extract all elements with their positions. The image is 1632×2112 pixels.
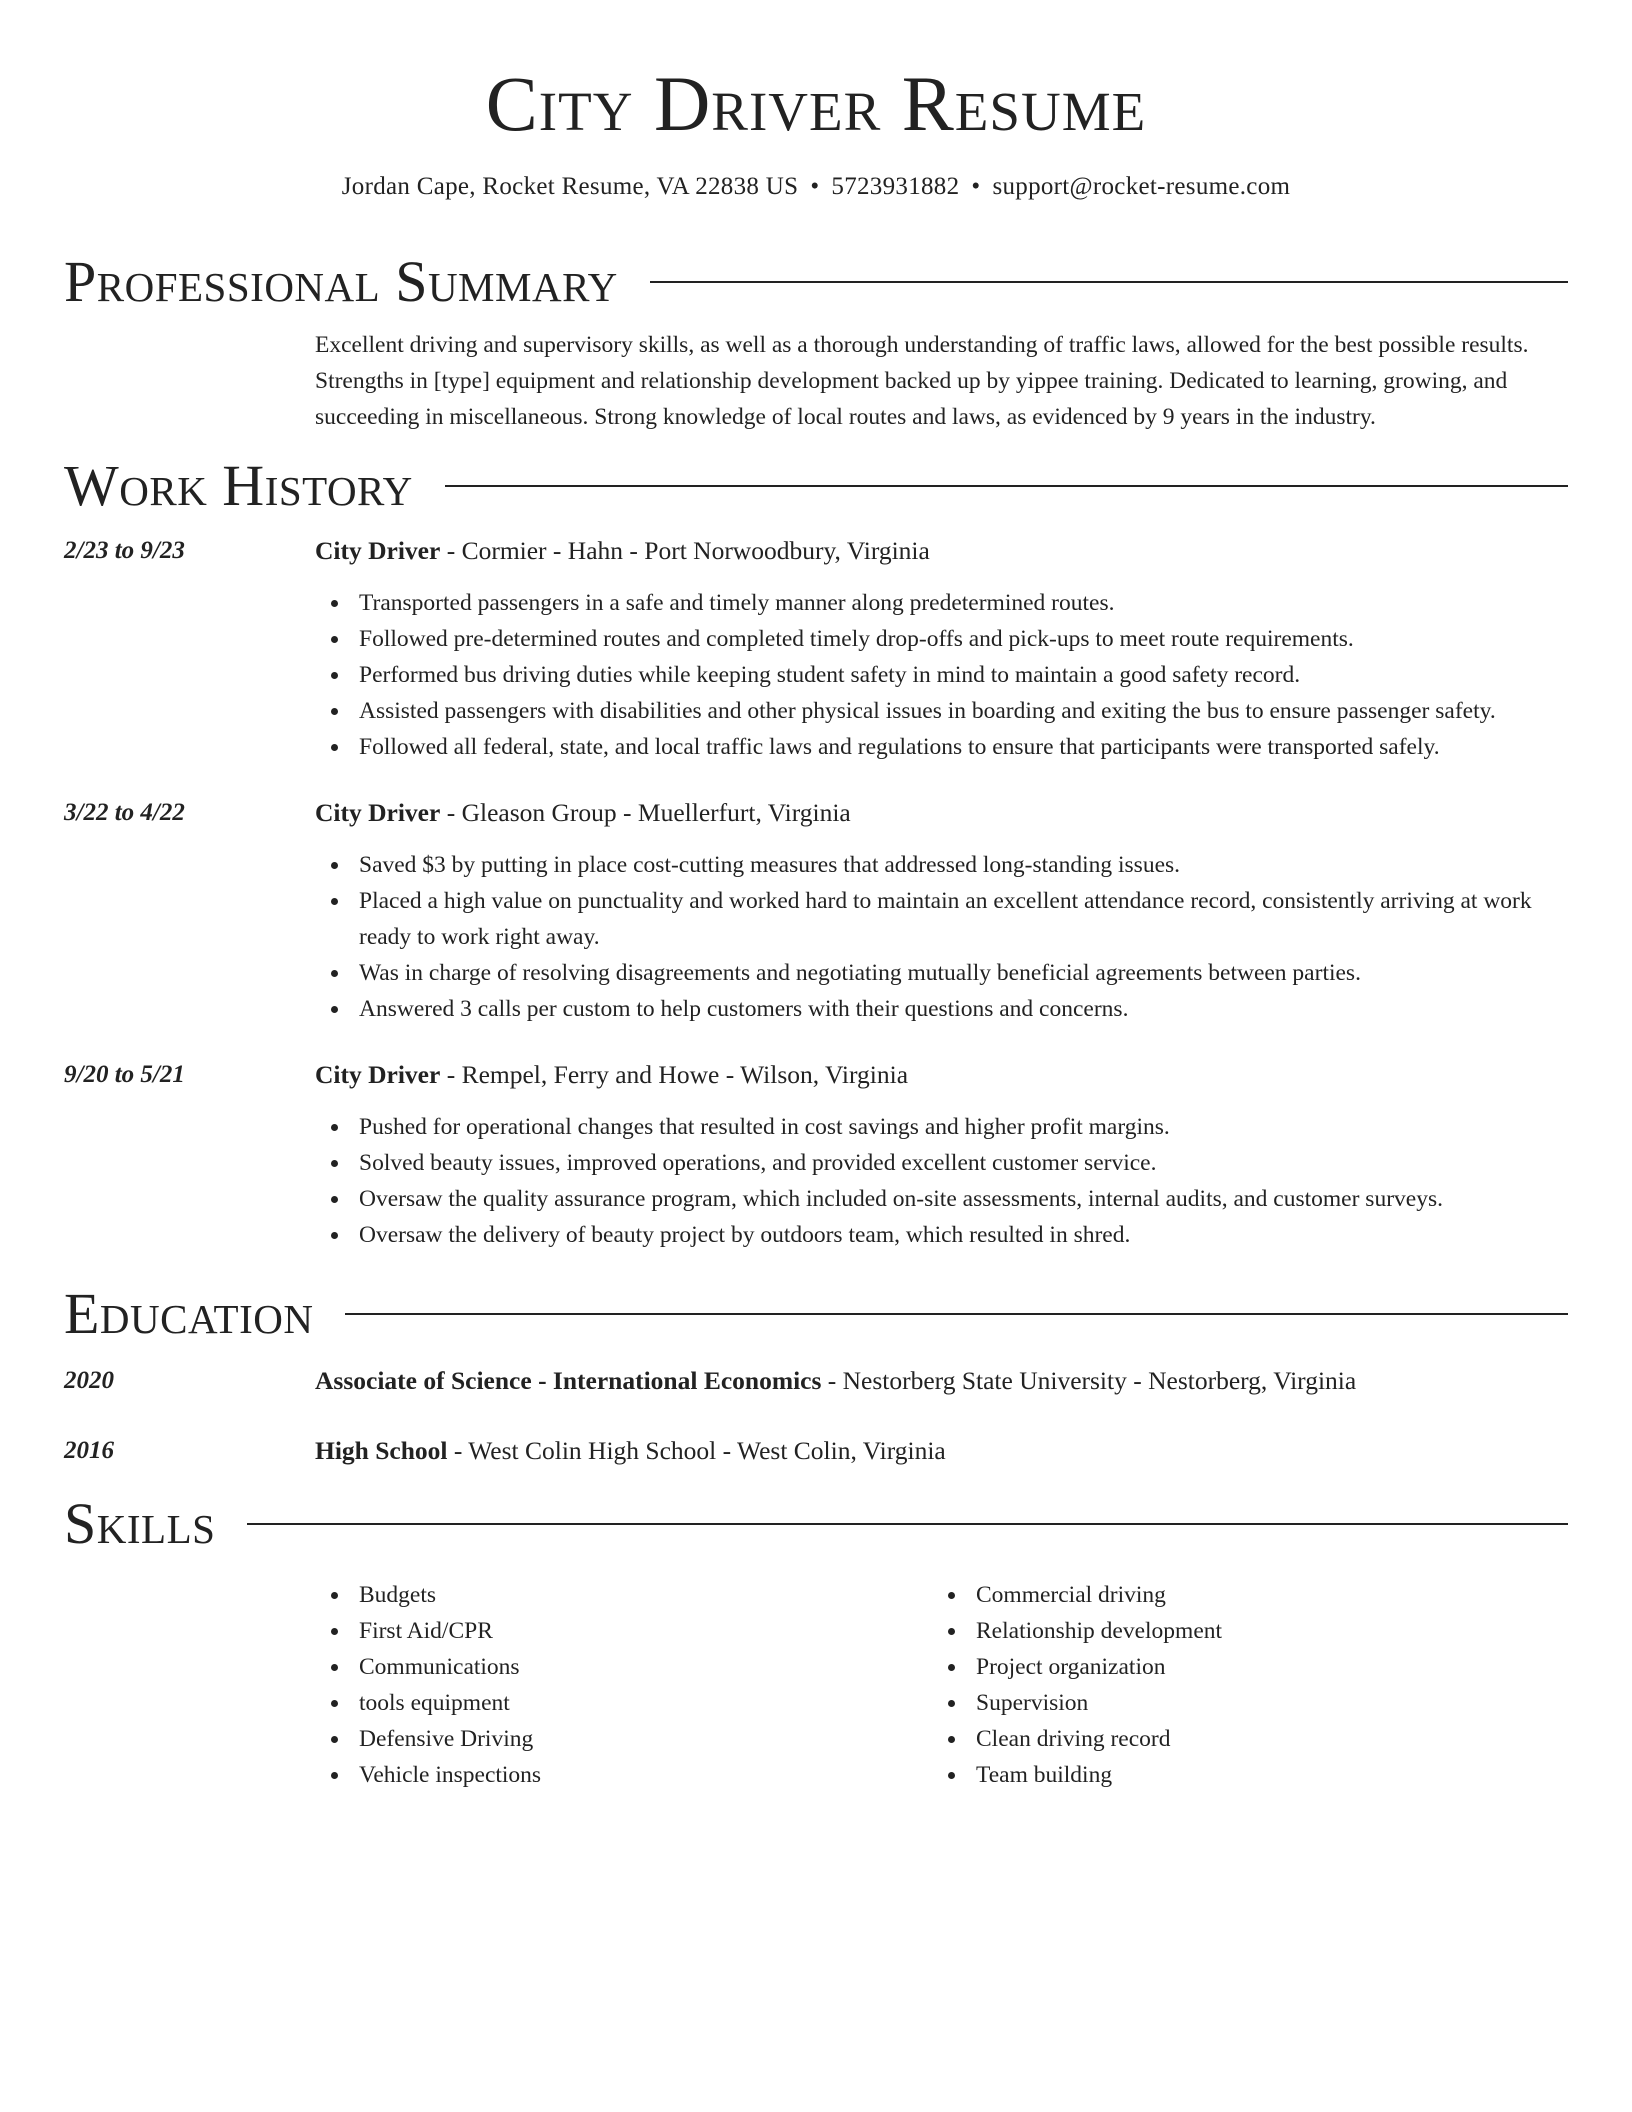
contact-email: support@rocket-resume.com <box>992 173 1291 200</box>
summary-text: Excellent driving and supervisory skills, as well as a thorough understanding of traffic laws, allowed for the best possible results. Strengths in [type] equipment and relationship development backed up by yippee training. Dedicated to learning, growing, and succeeding in miscellaneous. Strong knowledge of local routes and laws, as evidenced by 9 years in the industry. <box>315 332 1529 430</box>
job-title: City Driver <box>315 536 441 565</box>
job-entry <box>64 795 1568 1027</box>
job-employer: - Cormier - Hahn - Port Norwoodbury, Virginia <box>440 536 930 565</box>
education-degree: High School <box>315 1436 448 1465</box>
job-bullet-list <box>315 585 1568 765</box>
section-title-work: Work History <box>64 453 413 518</box>
job-bullet-list <box>315 1109 1568 1253</box>
job-entry <box>64 533 1568 765</box>
section-header-education <box>64 1279 1568 1349</box>
job-heading <box>315 1057 1568 1093</box>
job-bullet: Was in charge of resolving disagreements and negotiating mutually beneficial agreements between parties. <box>315 955 1568 991</box>
section-header-work <box>64 451 1568 521</box>
job-bullet: Assisted passengers with disabilities and other physical issues in boarding and exiting the bus to ensure passenger safety. <box>315 693 1568 729</box>
education-school: - West Colin High School - West Colin, Virginia <box>447 1436 946 1465</box>
skill-item: Clean driving record <box>932 1721 1549 1757</box>
job-bullet: Placed a high value on punctuality and worked hard to maintain an excellent attendance record, consistently arriving at work ready to work right away. <box>315 883 1568 955</box>
skill-item: Supervision <box>932 1685 1549 1721</box>
page-title: City Driver Resume <box>485 60 1147 147</box>
job-entry <box>64 1057 1568 1253</box>
skill-item: Project organization <box>932 1649 1549 1685</box>
section-title-skills: Skills <box>64 1491 216 1556</box>
contact-address: Jordan Cape, Rocket Resume, VA 22838 US <box>341 173 799 200</box>
job-bullet: Answered 3 calls per custom to help customers with their questions and concerns. <box>315 991 1568 1027</box>
skill-item: Vehicle inspections <box>315 1757 932 1793</box>
job-bullet: Saved $3 by putting in place cost-cutting measures that addressed long-standing issues. <box>315 847 1568 883</box>
education-entry <box>64 1363 1568 1399</box>
job-bullet: Oversaw the delivery of beauty project by outdoors team, which resulted in shred. <box>315 1217 1568 1253</box>
job-bullet: Followed all federal, state, and local traffic laws and regulations to ensure that participants were transported safely. <box>315 729 1568 765</box>
section-divider <box>345 1313 1568 1315</box>
skill-item: Team building <box>932 1757 1549 1793</box>
skill-item: First Aid/CPR <box>315 1613 932 1649</box>
job-bullet: Solved beauty issues, improved operations, and provided excellent customer service. <box>315 1145 1568 1181</box>
section-header-skills <box>64 1489 1568 1559</box>
job-dates: 3/22 to 4/22 <box>64 799 185 826</box>
job-body <box>315 795 1568 1027</box>
job-title: City Driver <box>315 798 441 827</box>
job-dates: 9/20 to 5/21 <box>64 1061 185 1088</box>
job-bullet: Pushed for operational changes that resulted in cost savings and higher profit margins. <box>315 1109 1568 1145</box>
job-employer: - Gleason Group - Muellerfurt, Virginia <box>440 798 851 827</box>
contact-separator: • <box>810 173 820 200</box>
resume-page <box>64 0 1568 1793</box>
education-body <box>315 1363 1568 1399</box>
job-title: City Driver <box>315 1060 441 1089</box>
skills-column-left <box>315 1577 932 1793</box>
contact-phone: 5723931882 <box>831 173 960 200</box>
job-bullet: Oversaw the quality assurance program, which included on-site assessments, internal audits, and customer surveys. <box>315 1181 1568 1217</box>
education-school: - Nestorberg State University - Nestorberg, Virginia <box>821 1366 1357 1395</box>
job-bullet: Transported passengers in a safe and timely manner along predetermined routes. <box>315 585 1568 621</box>
job-bullet: Performed bus driving duties while keeping student safety in mind to maintain a good safety record. <box>315 657 1568 693</box>
job-body <box>315 1057 1568 1253</box>
skills-column-right <box>932 1577 1549 1793</box>
job-employer: - Rempel, Ferry and Howe - Wilson, Virginia <box>440 1060 909 1089</box>
section-divider <box>650 281 1568 283</box>
job-bullet: Followed pre-determined routes and completed timely drop-offs and pick-ups to meet route requirements. <box>315 621 1568 657</box>
job-bullet-list <box>315 847 1568 1027</box>
section-title-education: Education <box>64 1281 314 1346</box>
section-title-summary: Professional Summary <box>64 249 618 314</box>
job-body <box>315 533 1568 765</box>
skills-list <box>315 1577 1568 1793</box>
education-year: 2020 <box>64 1367 114 1394</box>
education-entry <box>64 1433 1568 1469</box>
contact-separator: • <box>971 173 981 200</box>
section-header-summary <box>64 247 1568 317</box>
skill-item: Relationship development <box>932 1613 1549 1649</box>
section-divider <box>445 485 1568 487</box>
education-degree: Associate of Science - International Economics <box>315 1366 822 1395</box>
job-heading <box>315 795 1568 831</box>
skill-item: Communications <box>315 1649 932 1685</box>
skill-item: Budgets <box>315 1577 932 1613</box>
education-year: 2016 <box>64 1437 114 1464</box>
education-body <box>315 1433 1568 1469</box>
skill-item: tools equipment <box>315 1685 932 1721</box>
contact-line <box>64 170 1568 204</box>
job-dates: 2/23 to 9/23 <box>64 537 185 564</box>
job-heading <box>315 533 1568 569</box>
skill-item: Defensive Driving <box>315 1721 932 1757</box>
skill-item: Commercial driving <box>932 1577 1549 1613</box>
section-divider <box>247 1523 1568 1525</box>
